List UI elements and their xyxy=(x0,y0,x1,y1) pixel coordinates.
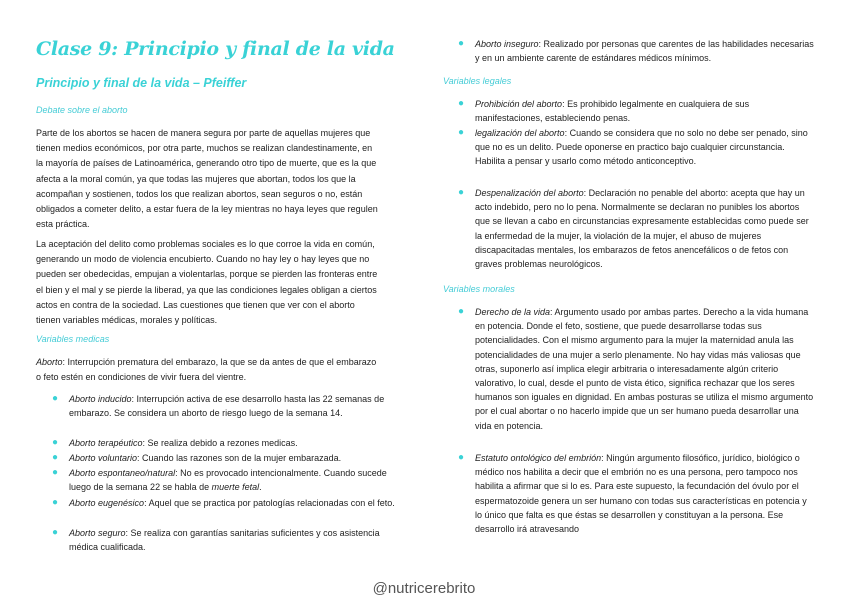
aborto-definition xyxy=(36,355,378,385)
aborto-term: Aborto xyxy=(36,357,63,367)
bullet-term: Aborto terapéutico xyxy=(69,438,143,448)
bullet-icon: ● xyxy=(458,187,465,198)
bullet-term: Derecho de la vida xyxy=(475,307,551,317)
section-heading-legales: Variables legales xyxy=(443,76,512,86)
aborto-def-text: : Interrupción prematura del embarazo, la que se da antes de que el embarazo o feto estén en condiciones de vivir fuera del vientre. xyxy=(36,357,377,383)
page-subtitle: Principio y final de la vida – Pfeiffer xyxy=(36,76,247,90)
bullet-icon: ● xyxy=(52,393,59,404)
bullet-term: legalización del aborto xyxy=(475,128,565,138)
bullet-text: : Se realiza con garantías sanitarias suficientes y cos asistencia médica cualificada. xyxy=(69,528,380,553)
bullet-text: : Ningún argumento filosófico, jurídico, biológico o médico nos habilita a decir que el embrión no es una persona, pero tampoco nos habilita a afirmar que si lo es. Para este supuesto, la fecundación del óvulo por el espermatozoide genera un ser humano con todas sus características en potencia y lo único que falta es que éstas se desarrollen y constituyan a la persona. Ese desarrollo irá atravesando xyxy=(475,453,807,535)
bullet-text: : Declaración no penable del aborto: acepta que hay un acto indebido, pero no lo pena. Normalmente se declaran no punibles los abortos que se llevan a cabo en circunstancias expresamente establecidas como puede ser la enfermedad de la mujer, la violación de la mujer, el abuso de mujeres discapacitadas mentales, los embarazos de fetos anencefálicos o de fetos con graves problemas neurológicos. xyxy=(475,188,809,270)
list-item xyxy=(458,305,815,433)
paragraph-1: Parte de los abortos se hacen de manera segura por parte de aquellas mujeres que tienen medios económicos, por otra parte, muchos se realizan clandestinamente, en la mayoría de países de Latinoamérica, generando otro tipo de muerte, que es la que afecta a la moral común, ya que todas las mujeres que abortan, todos los que la acompañan y sostienen, todos los que realizan abortos, sean seguros o no, están obligados a cometer delito, a estar fuera de la ley mientras no haya leyes que regulen esta práctica. xyxy=(36,128,378,230)
list-item xyxy=(458,97,815,125)
list-item xyxy=(52,392,404,420)
bullet-text: : Cuando las razones son de la mujer embarazada. xyxy=(137,453,342,463)
bullet-term: Aborto eugenésico xyxy=(69,498,145,508)
list-item xyxy=(52,526,404,554)
bullet-term: Estatuto ontológico del embrión xyxy=(475,453,602,463)
section-heading-morales: Variables morales xyxy=(443,284,515,294)
paragraph-2: La aceptación del delito como problemas sociales es lo que corroe la vida en común, generando un modo de violencia encubierto. Cuando no hay ley o hay leyes que no pueden ser obedecidas, empujan a violentarlas, porque se pierden las fronteras entre el bien y el mal y se pierde la liberad, ya que las condiciones legales obligan a ciertos actos en contra de la sociedad. Las cuestiones que tienen que ver con el aborto tienen variables médicas, morales y políticas. xyxy=(36,239,378,326)
list-item xyxy=(458,37,815,65)
bullet-icon: ● xyxy=(458,306,465,317)
bullet-text: : Es prohibido legalmente en cualquiera de sus manifestaciones, estableciendo penas. xyxy=(475,99,750,124)
bullet-term: Aborto voluntario xyxy=(69,453,138,463)
bullet-icon: ● xyxy=(458,38,465,49)
bullet-term: Aborto seguro xyxy=(69,528,126,538)
bullet-text: : No es provocado intencionalmente. Cuando sucede luego de la semana 22 se habla de xyxy=(69,468,387,493)
list-item xyxy=(52,496,404,510)
bullet-term: Despenalización del aborto xyxy=(475,188,584,198)
bullet-icon: ● xyxy=(52,467,59,478)
bullet-text: : Aquel que se practica por patologías relacionadas con el feto. xyxy=(144,498,395,508)
bullet-icon: ● xyxy=(52,452,59,463)
list-item xyxy=(52,466,404,494)
bullet-term: Aborto espontaneo/natural xyxy=(69,468,176,478)
bullet-text: : Realizado por personas que carentes de las habilidades necesarias y en un ambiente carente de estándares médicos mínimos. xyxy=(475,39,814,64)
list-item xyxy=(458,186,815,271)
list-item xyxy=(52,451,404,465)
bullet-term: Prohibición del aborto xyxy=(475,99,563,109)
bullet-icon: ● xyxy=(458,127,465,138)
bullet-extra-term: muerte fetal xyxy=(211,482,260,493)
bullet-term: Aborto inducido xyxy=(69,394,132,404)
bullet-text: : Argumento usado por ambas partes. Derecho a la vida humana en potencia. Donde el feto, sostiene, que puede desarrollarse todas sus potencialidades. Con el mismo argumento para la mujer la maternidad anula las potencialidades de una mujer a serlo plenamente. No hay vidas más valiosas que otras, suponerlo así implica elegir arbitraria o interesadamente algún criterio valorativo, lo cual, desde el punto de vista ético, significa rechazar que los seres humanos son iguales en dignidad. En ambas posturas se utiliza el mismo argumento por el cual abortar o no hacerlo impide que un ser humano pueda desarrollar una vida en potencia. xyxy=(475,307,814,431)
bullet-text: : Se realiza debido a rezones medicas. xyxy=(142,438,298,448)
bullet-text: : Cuando se considera que no solo no debe ser penado, sino que no es un delito. Puede oponerse en practico bajo cualquier circunstancia. Habilita a pensar y usarlo como método anticonceptivo. xyxy=(475,128,808,167)
bullet-icon: ● xyxy=(458,98,465,109)
bullet-text: : Interrupción activa de ese desarrollo hasta las 22 semanas de embarazo. Se considera un aborto de riesgo luego de la semana 14. xyxy=(69,394,385,419)
list-item xyxy=(458,451,815,536)
bullet-term: Aborto inseguro xyxy=(475,39,539,49)
list-item xyxy=(52,436,404,450)
bullet-extra-text: . xyxy=(259,482,262,493)
section-heading-medicas: Variables medicas xyxy=(36,334,110,344)
watermark-handle: @nutricerebrito xyxy=(372,580,476,597)
bullet-icon: ● xyxy=(52,437,59,448)
page-title: Clase 9: Principio y final de la vida xyxy=(36,38,395,60)
section-heading-aborto: Debate sobre el aborto xyxy=(36,105,128,115)
list-item xyxy=(458,126,815,169)
bullet-icon: ● xyxy=(458,452,465,463)
bullet-icon: ● xyxy=(52,527,59,538)
bullet-icon: ● xyxy=(52,497,59,508)
